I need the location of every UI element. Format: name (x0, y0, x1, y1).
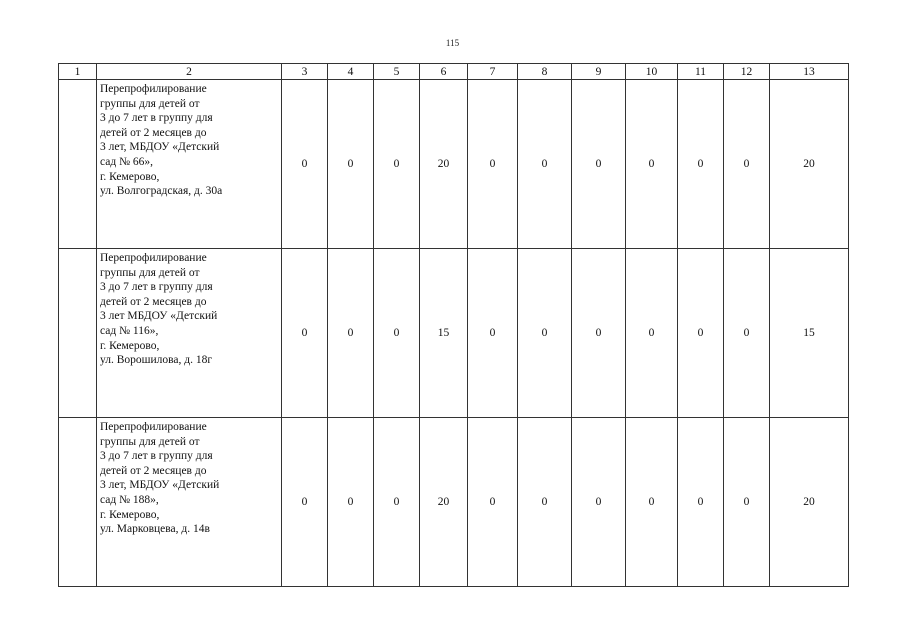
value-cell: 15 (420, 249, 468, 418)
column-header: 3 (282, 64, 328, 80)
value-cell: 0 (572, 80, 626, 249)
value-cell: 0 (374, 249, 420, 418)
header-row (59, 64, 849, 80)
value-cell: 0 (518, 249, 572, 418)
value-cell: 0 (468, 249, 518, 418)
value-cell: 0 (374, 80, 420, 249)
value-cell: 0 (328, 418, 374, 587)
value-cell: 0 (626, 418, 678, 587)
value-cell: 0 (724, 418, 770, 587)
column-header: 6 (420, 64, 468, 80)
page-number: 115 (445, 38, 460, 48)
column-header: 4 (328, 64, 374, 80)
value-cell: 0 (328, 80, 374, 249)
column-header: 10 (626, 64, 678, 80)
total-cell: 20 (770, 80, 849, 249)
column-header: 1 (59, 64, 97, 80)
column-header: 8 (518, 64, 572, 80)
column-header: 13 (770, 64, 849, 80)
total-cell: 15 (770, 249, 849, 418)
column-header: 9 (572, 64, 626, 80)
value-cell: 0 (328, 249, 374, 418)
table-row (59, 80, 849, 249)
value-cell: 0 (678, 418, 724, 587)
row-index-cell (59, 418, 97, 587)
column-header: 2 (97, 64, 282, 80)
table-row (59, 418, 849, 587)
row-index-cell (59, 249, 97, 418)
total-cell: 20 (770, 418, 849, 587)
table-row (59, 249, 849, 418)
value-cell: 0 (724, 80, 770, 249)
value-cell: 0 (282, 80, 328, 249)
value-cell: 0 (678, 249, 724, 418)
value-cell: 0 (518, 80, 572, 249)
value-cell: 0 (626, 249, 678, 418)
value-cell: 0 (572, 249, 626, 418)
value-cell: 0 (678, 80, 724, 249)
value-cell: 0 (282, 249, 328, 418)
data-table (58, 63, 849, 587)
value-cell: 20 (420, 80, 468, 249)
value-cell: 0 (572, 418, 626, 587)
value-cell: 0 (518, 418, 572, 587)
value-cell: 0 (282, 418, 328, 587)
value-cell: 0 (374, 418, 420, 587)
description-cell: Перепрофилирование группы для детей от 3 до 7 лет в группу для детей от 2 месяцев до 3 лет, МБДОУ «Детский сад № 188», г. Кемерово, ул. Марковцева, д. 14в (97, 418, 282, 587)
row-index-cell (59, 80, 97, 249)
column-header: 7 (468, 64, 518, 80)
column-header: 11 (678, 64, 724, 80)
value-cell: 0 (468, 80, 518, 249)
value-cell: 0 (626, 80, 678, 249)
description-cell: Перепрофилирование группы для детей от 3 до 7 лет в группу для детей от 2 месяцев до 3 лет МБДОУ «Детский сад № 116», г. Кемерово, ул. Ворошилова, д. 18г (97, 249, 282, 418)
value-cell: 0 (724, 249, 770, 418)
column-header: 12 (724, 64, 770, 80)
description-cell: Перепрофилирование группы для детей от 3 до 7 лет в группу для детей от 2 месяцев до 3 лет, МБДОУ «Детский сад № 66», г. Кемерово, ул. Волгоградская, д. 30а (97, 80, 282, 249)
column-header: 5 (374, 64, 420, 80)
value-cell: 20 (420, 418, 468, 587)
value-cell: 0 (468, 418, 518, 587)
